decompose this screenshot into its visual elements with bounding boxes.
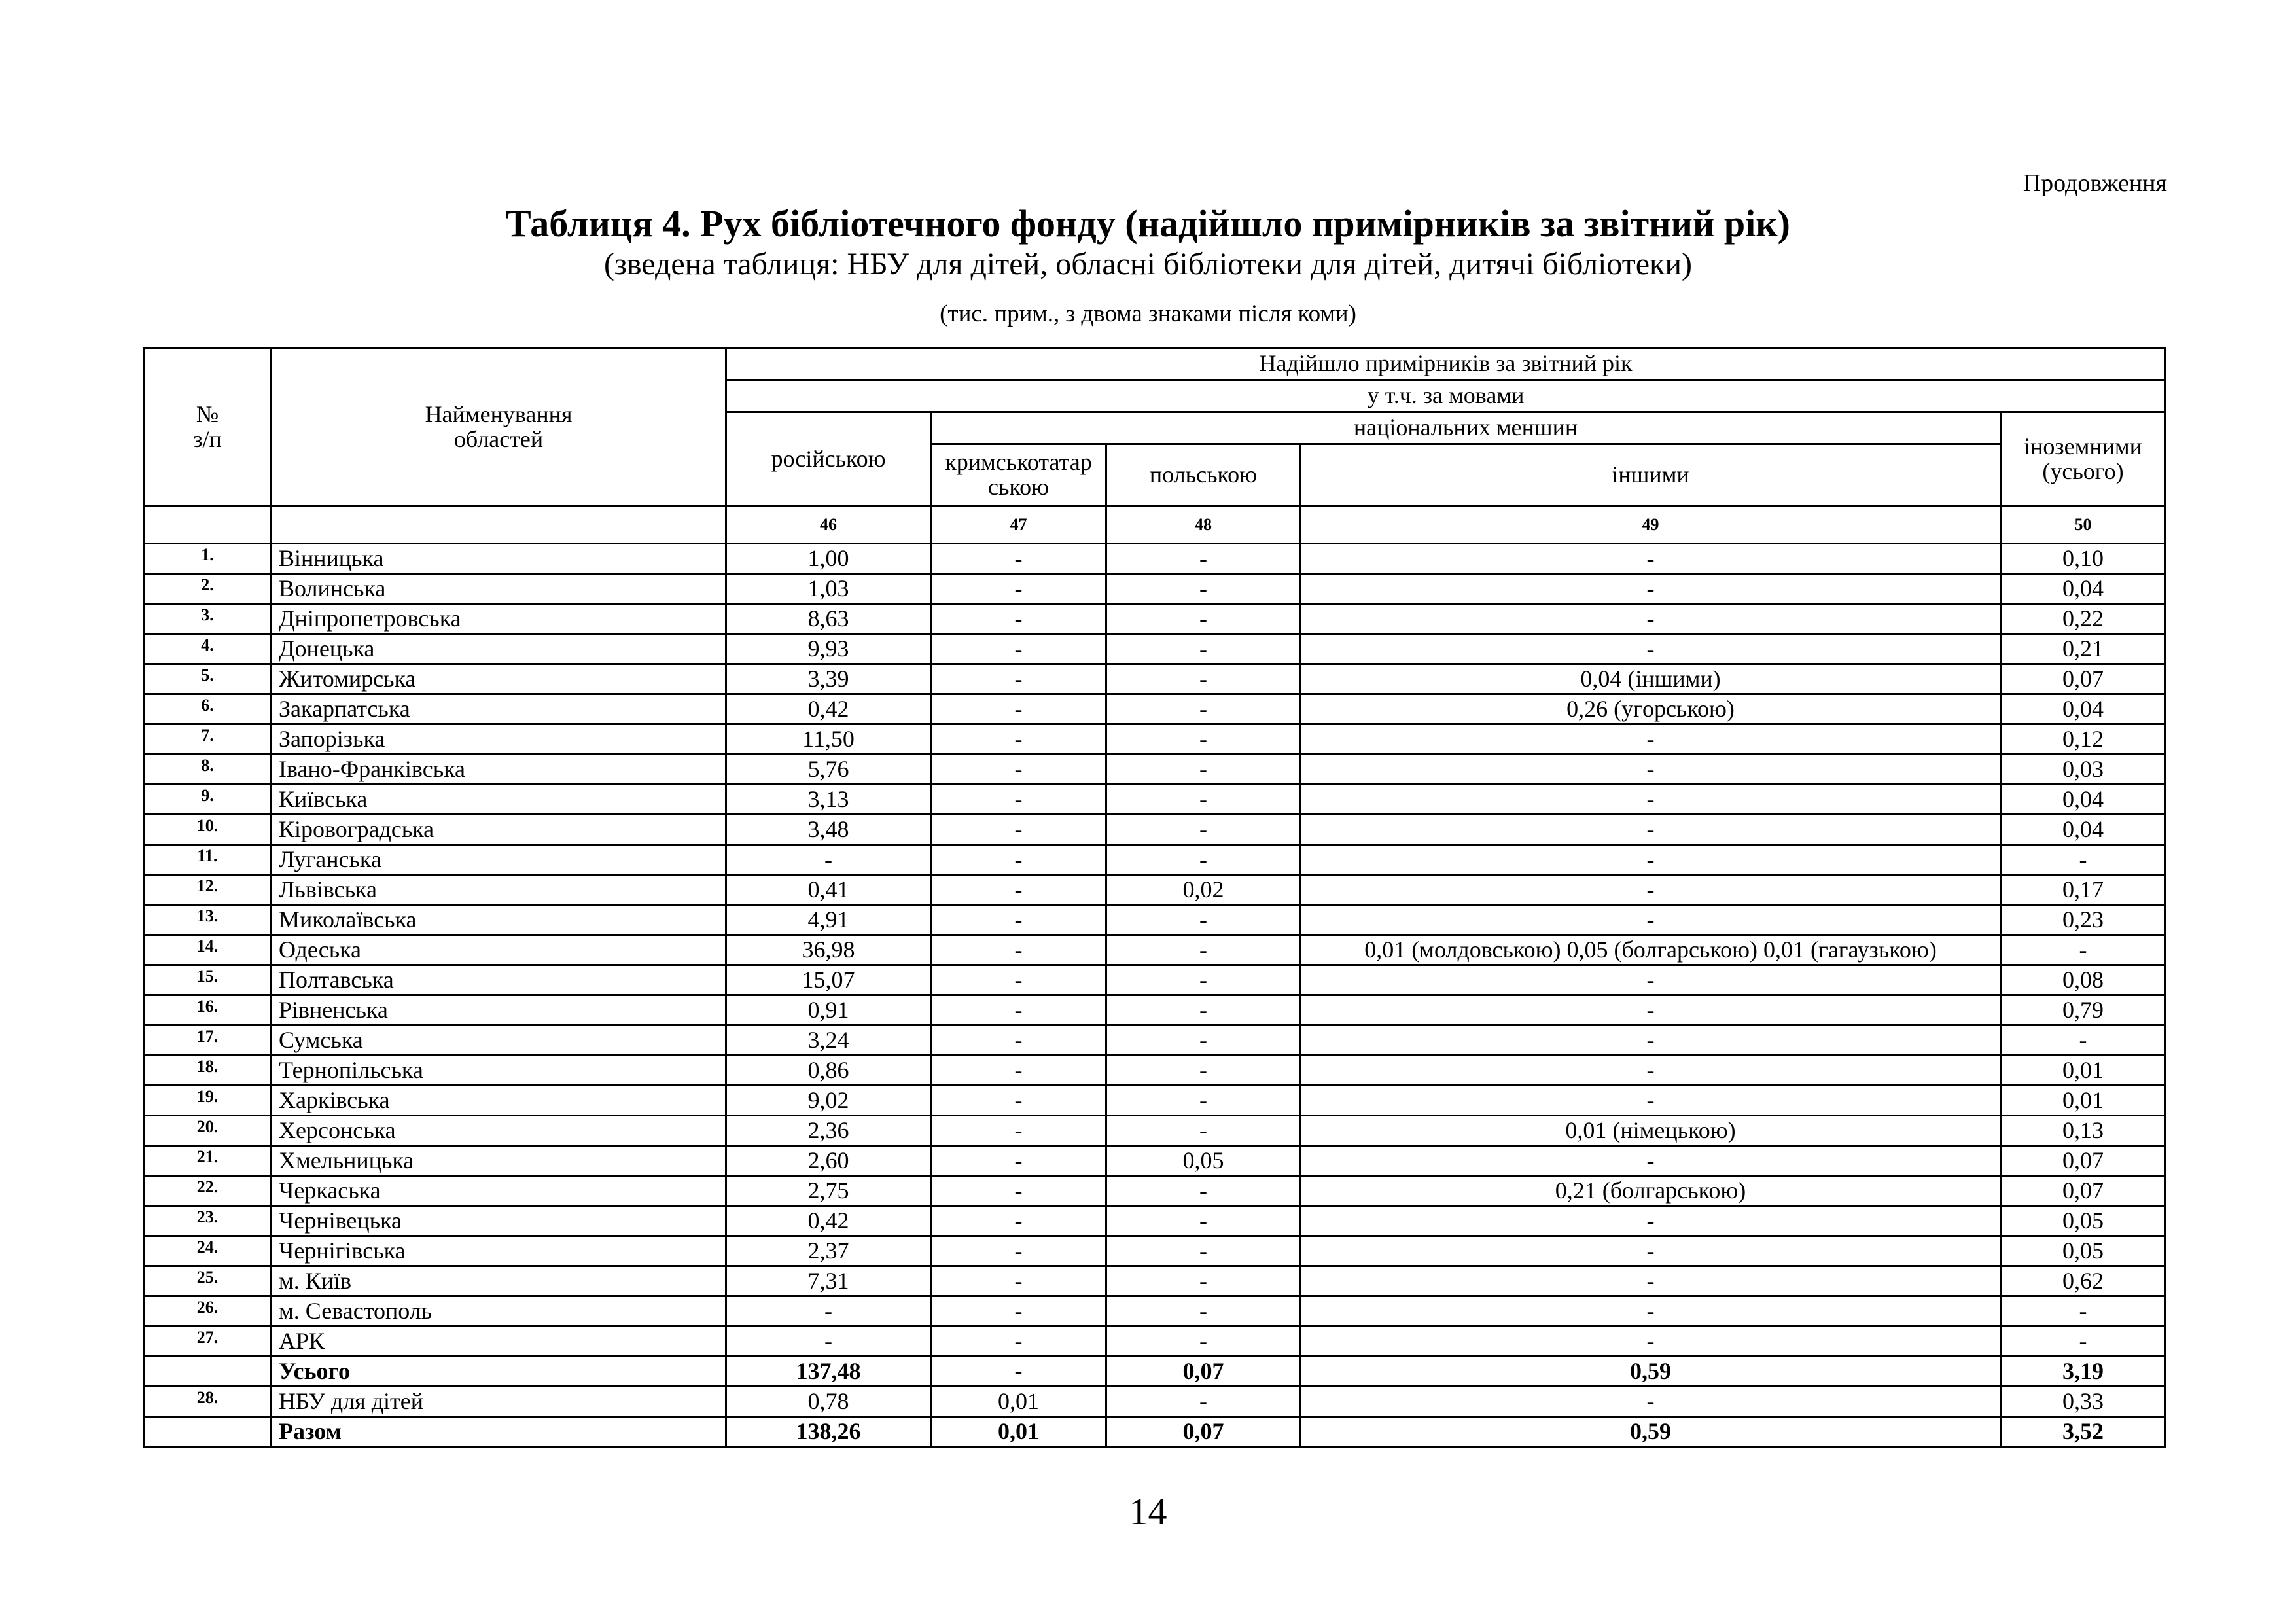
header-polish: польською	[1106, 444, 1301, 507]
polish-cell: -	[1106, 1266, 1301, 1296]
russian-cell: 0,86	[726, 1056, 931, 1086]
foreign-cell: 3,19	[2001, 1357, 2166, 1387]
crimean-cell: -	[931, 694, 1106, 724]
crimean-cell: -	[931, 755, 1106, 785]
col-number-47: 47	[931, 507, 1106, 544]
row-number-cell: 8.	[144, 755, 272, 785]
russian-cell: 11,50	[726, 724, 931, 755]
polish-cell: -	[1106, 755, 1301, 785]
others-cell: -	[1301, 785, 2001, 815]
polish-cell: -	[1106, 694, 1301, 724]
crimean-cell: -	[931, 544, 1106, 574]
header-blank-no	[144, 507, 272, 544]
region-name-cell: АРК	[272, 1327, 726, 1357]
region-name-cell: Чернівецька	[272, 1206, 726, 1236]
foreign-cell: 0,17	[2001, 875, 2166, 905]
crimean-cell: -	[931, 785, 1106, 815]
row-number-cell: 13.	[144, 905, 272, 935]
others-cell: -	[1301, 1327, 2001, 1357]
header-russian: російською	[726, 412, 931, 507]
row-number-cell: 20.	[144, 1116, 272, 1146]
crimean-cell: -	[931, 1056, 1106, 1086]
russian-cell: 2,36	[726, 1116, 931, 1146]
others-cell: -	[1301, 995, 2001, 1026]
row-number-cell: 3.	[144, 604, 272, 634]
region-name-cell: Луганська	[272, 845, 726, 875]
region-name-cell: Хмельницька	[272, 1146, 726, 1176]
header-region-text: Найменування областей	[425, 401, 573, 452]
russian-cell: 3,24	[726, 1026, 931, 1056]
row-number-cell	[144, 1357, 272, 1387]
table-row	[144, 965, 2166, 995]
others-cell: 0,59	[1301, 1357, 2001, 1387]
others-cell: -	[1301, 965, 2001, 995]
row-number-cell: 19.	[144, 1086, 272, 1116]
foreign-cell: 0,07	[2001, 1146, 2166, 1176]
region-name-cell: Львівська	[272, 875, 726, 905]
russian-cell: 7,31	[726, 1266, 931, 1296]
region-name-cell: Тернопільська	[272, 1056, 726, 1086]
polish-cell: -	[1106, 664, 1301, 694]
row-number-cell: 25.	[144, 1266, 272, 1296]
russian-cell: 0,42	[726, 694, 931, 724]
russian-cell: 3,13	[726, 785, 931, 815]
table-row	[144, 905, 2166, 935]
crimean-cell: -	[931, 634, 1106, 664]
crimean-cell: -	[931, 1266, 1106, 1296]
russian-cell: 138,26	[726, 1417, 931, 1447]
crimean-cell: -	[931, 724, 1106, 755]
table-row	[144, 604, 2166, 634]
region-name-cell: Вінницька	[272, 544, 726, 574]
region-name-cell: Волинська	[272, 574, 726, 604]
others-cell: 0,59	[1301, 1417, 2001, 1447]
foreign-cell: -	[2001, 1026, 2166, 1056]
crimean-cell: -	[931, 1026, 1106, 1056]
region-name-cell: Донецька	[272, 634, 726, 664]
foreign-cell: 0,04	[2001, 574, 2166, 604]
foreign-cell: 0,23	[2001, 905, 2166, 935]
table-subtitle: (зведена таблиця: НБУ для дітей, обласні бібліотеки для дітей, дитячі бібліотеки)	[603, 247, 1693, 281]
region-name-cell: Полтавська	[272, 965, 726, 995]
row-number-cell: 4.	[144, 634, 272, 664]
region-name-cell: м. Севастополь	[272, 1296, 726, 1327]
others-cell: -	[1301, 905, 2001, 935]
row-number-cell: 21.	[144, 1146, 272, 1176]
foreign-cell: 0,05	[2001, 1206, 2166, 1236]
table-row	[144, 1327, 2166, 1357]
polish-cell: -	[1106, 995, 1301, 1026]
others-cell: -	[1301, 1387, 2001, 1417]
russian-cell: 15,07	[726, 965, 931, 995]
table-row	[144, 1146, 2166, 1176]
table-row	[144, 694, 2166, 724]
foreign-cell: 0,07	[2001, 664, 2166, 694]
row-number-cell: 12.	[144, 875, 272, 905]
polish-cell: -	[1106, 1116, 1301, 1146]
others-cell: -	[1301, 574, 2001, 604]
table-row	[144, 1296, 2166, 1327]
foreign-cell: -	[2001, 845, 2166, 875]
region-name-cell: Дніпропетровська	[272, 604, 726, 634]
crimean-cell: -	[931, 935, 1106, 965]
crimean-cell: -	[931, 604, 1106, 634]
header-foreign	[2001, 412, 2166, 507]
table-row	[144, 1417, 2166, 1447]
region-name-cell: Івано-Франківська	[272, 755, 726, 785]
foreign-cell: 3,52	[2001, 1417, 2166, 1447]
foreign-cell: 0,33	[2001, 1387, 2166, 1417]
crimean-cell: -	[931, 905, 1106, 935]
header-region	[272, 348, 726, 507]
region-name-cell: Разом	[272, 1417, 726, 1447]
table-row	[144, 995, 2166, 1026]
polish-cell: -	[1106, 1026, 1301, 1056]
region-name-cell: Херсонська	[272, 1116, 726, 1146]
others-cell: -	[1301, 1236, 2001, 1266]
table-row	[144, 544, 2166, 574]
polish-cell: 0,02	[1106, 875, 1301, 905]
others-cell: -	[1301, 1296, 2001, 1327]
header-foreign-text: іноземними (усього)	[2024, 433, 2142, 484]
russian-cell: 0,41	[726, 875, 931, 905]
table-row	[144, 574, 2166, 604]
others-cell: -	[1301, 1086, 2001, 1116]
crimean-cell: 0,01	[931, 1417, 1106, 1447]
region-name-cell: м. Київ	[272, 1266, 726, 1296]
region-name-cell: Київська	[272, 785, 726, 815]
polish-cell: -	[1106, 965, 1301, 995]
russian-cell: -	[726, 1296, 931, 1327]
foreign-cell: -	[2001, 935, 2166, 965]
foreign-cell: 0,21	[2001, 634, 2166, 664]
russian-cell: 9,02	[726, 1086, 931, 1116]
region-name-cell: Усього	[272, 1357, 726, 1387]
foreign-cell: 0,07	[2001, 1176, 2166, 1206]
header-no	[144, 348, 272, 507]
foreign-cell: 0,04	[2001, 694, 2166, 724]
row-number-cell: 7.	[144, 724, 272, 755]
others-cell: -	[1301, 604, 2001, 634]
table-row	[144, 935, 2166, 965]
crimean-cell: -	[931, 1296, 1106, 1327]
polish-cell: -	[1106, 815, 1301, 845]
foreign-cell: 0,79	[2001, 995, 2166, 1026]
table-row	[144, 1026, 2166, 1056]
foreign-cell: 0,10	[2001, 544, 2166, 574]
region-name-cell: НБУ для дітей	[272, 1387, 726, 1417]
table-row	[144, 815, 2166, 845]
header-minorities: національних меншин	[931, 412, 2001, 444]
row-number-cell: 10.	[144, 815, 272, 845]
table-row	[144, 1056, 2166, 1086]
region-name-cell: Кіровоградська	[272, 815, 726, 845]
foreign-cell: 0,62	[2001, 1266, 2166, 1296]
russian-cell: 36,98	[726, 935, 931, 965]
header-received: Надійшло примірників за звітний рік	[726, 348, 2166, 380]
foreign-cell: 0,01	[2001, 1086, 2166, 1116]
row-number-cell: 18.	[144, 1056, 272, 1086]
row-number-cell	[144, 1417, 272, 1447]
russian-cell: 2,37	[726, 1236, 931, 1266]
crimean-cell: -	[931, 1357, 1106, 1387]
region-name-cell: Рівненська	[272, 995, 726, 1026]
table-row	[144, 1357, 2166, 1387]
russian-cell: 137,48	[726, 1357, 931, 1387]
table-row	[144, 1387, 2166, 1417]
polish-cell: 0,07	[1106, 1417, 1301, 1447]
region-name-cell: Сумська	[272, 1026, 726, 1056]
polish-cell: -	[1106, 1387, 1301, 1417]
russian-cell: 3,39	[726, 664, 931, 694]
polish-cell: -	[1106, 1327, 1301, 1357]
crimean-cell: -	[931, 845, 1106, 875]
page-number: 14	[1129, 1490, 1167, 1533]
row-number-cell: 2.	[144, 574, 272, 604]
region-name-cell: Запорізька	[272, 724, 726, 755]
crimean-cell: -	[931, 1116, 1106, 1146]
others-cell: -	[1301, 1266, 2001, 1296]
others-cell: 0,01 (молдовською) 0,05 (болгарською) 0,01 (гагаузькою)	[1301, 935, 2001, 965]
russian-cell: 8,63	[726, 604, 931, 634]
header-no-text: № з/п	[193, 401, 222, 452]
table-body	[144, 544, 2166, 1447]
region-name-cell: Одеська	[272, 935, 726, 965]
table-row	[144, 755, 2166, 785]
col-number-49: 49	[1301, 507, 2001, 544]
header-crimean-text: кримськотатар ською	[945, 449, 1092, 500]
polish-cell: -	[1106, 935, 1301, 965]
crimean-cell: -	[931, 875, 1106, 905]
crimean-cell: -	[931, 1327, 1106, 1357]
polish-cell: -	[1106, 724, 1301, 755]
row-number-cell: 23.	[144, 1206, 272, 1236]
others-cell: -	[1301, 815, 2001, 845]
polish-cell: -	[1106, 845, 1301, 875]
table-row	[144, 1116, 2166, 1146]
others-cell: -	[1301, 845, 2001, 875]
others-cell: -	[1301, 1206, 2001, 1236]
region-name-cell: Житомирська	[272, 664, 726, 694]
units-note: (тис. прим., з двома знаками після коми)	[940, 300, 1356, 327]
crimean-cell: -	[931, 1176, 1106, 1206]
table-title: Таблиця 4. Рух бібліотечного фонду (надійшло примірників за звітний рік)	[506, 202, 1790, 245]
row-number-cell: 28.	[144, 1387, 272, 1417]
col-number-48: 48	[1106, 507, 1301, 544]
header-others: іншими	[1301, 444, 2001, 507]
russian-cell: 0,78	[726, 1387, 931, 1417]
row-number-cell: 26.	[144, 1296, 272, 1327]
table-row	[144, 1266, 2166, 1296]
crimean-cell: 0,01	[931, 1387, 1106, 1417]
row-number-cell: 24.	[144, 1236, 272, 1266]
crimean-cell: -	[931, 1206, 1106, 1236]
polish-cell: -	[1106, 1296, 1301, 1327]
others-cell: -	[1301, 755, 2001, 785]
others-cell: 0,04 (іншими)	[1301, 664, 2001, 694]
russian-cell: 9,93	[726, 634, 931, 664]
polish-cell: -	[1106, 1236, 1301, 1266]
row-number-cell: 6.	[144, 694, 272, 724]
polish-cell: 0,05	[1106, 1146, 1301, 1176]
row-number-cell: 9.	[144, 785, 272, 815]
russian-cell: 4,91	[726, 905, 931, 935]
others-cell: -	[1301, 875, 2001, 905]
polish-cell: -	[1106, 604, 1301, 634]
row-number-cell: 15.	[144, 965, 272, 995]
polish-cell: -	[1106, 785, 1301, 815]
others-cell: -	[1301, 1056, 2001, 1086]
polish-cell: -	[1106, 634, 1301, 664]
row-number-cell: 14.	[144, 935, 272, 965]
row-number-cell: 22.	[144, 1176, 272, 1206]
table-row	[144, 664, 2166, 694]
crimean-cell: -	[931, 1146, 1106, 1176]
foreign-cell: 0,08	[2001, 965, 2166, 995]
crimean-cell: -	[931, 1086, 1106, 1116]
row-number-cell: 5.	[144, 664, 272, 694]
table-row	[144, 634, 2166, 664]
crimean-cell: -	[931, 1236, 1106, 1266]
others-cell: -	[1301, 1026, 2001, 1056]
foreign-cell: 0,05	[2001, 1236, 2166, 1266]
row-number-cell: 17.	[144, 1026, 272, 1056]
region-name-cell: Черкаська	[272, 1176, 726, 1206]
foreign-cell: 0,01	[2001, 1056, 2166, 1086]
region-name-cell: Миколаївська	[272, 905, 726, 935]
foreign-cell: 0,04	[2001, 815, 2166, 845]
region-name-cell: Закарпатська	[272, 694, 726, 724]
continuation-label: Продовження	[2022, 169, 2167, 197]
foreign-cell: 0,13	[2001, 1116, 2166, 1146]
polish-cell: -	[1106, 574, 1301, 604]
table-row	[144, 875, 2166, 905]
crimean-cell: -	[931, 815, 1106, 845]
foreign-cell: 0,03	[2001, 755, 2166, 785]
polish-cell: -	[1106, 544, 1301, 574]
russian-cell: 3,48	[726, 815, 931, 845]
col-number-50: 50	[2001, 507, 2166, 544]
table-row	[144, 845, 2166, 875]
polish-cell: -	[1106, 1086, 1301, 1116]
header-blank-region	[272, 507, 726, 544]
polish-cell: -	[1106, 905, 1301, 935]
polish-cell: -	[1106, 1176, 1301, 1206]
region-name-cell: Чернігівська	[272, 1236, 726, 1266]
crimean-cell: -	[931, 965, 1106, 995]
table-row	[144, 1086, 2166, 1116]
russian-cell: 5,76	[726, 755, 931, 785]
foreign-cell: -	[2001, 1296, 2166, 1327]
others-cell: 0,26 (угорською)	[1301, 694, 2001, 724]
header-by-lang: у т.ч. за мовами	[726, 380, 2166, 412]
table-row	[144, 724, 2166, 755]
crimean-cell: -	[931, 574, 1106, 604]
table-row	[144, 785, 2166, 815]
russian-cell: 0,42	[726, 1206, 931, 1236]
table-row	[144, 1236, 2166, 1266]
polish-cell: -	[1106, 1206, 1301, 1236]
russian-cell: 1,03	[726, 574, 931, 604]
others-cell: 0,21 (болгарською)	[1301, 1176, 2001, 1206]
header-crimean	[931, 444, 1106, 507]
foreign-cell: -	[2001, 1327, 2166, 1357]
russian-cell: 2,75	[726, 1176, 931, 1206]
row-number-cell: 1.	[144, 544, 272, 574]
foreign-cell: 0,04	[2001, 785, 2166, 815]
others-cell: -	[1301, 544, 2001, 574]
table-row	[144, 1176, 2166, 1206]
row-number-cell: 16.	[144, 995, 272, 1026]
table-row	[144, 1206, 2166, 1236]
polish-cell: 0,07	[1106, 1357, 1301, 1387]
library-fund-table	[143, 347, 2166, 1448]
polish-cell: -	[1106, 1056, 1301, 1086]
crimean-cell: -	[931, 664, 1106, 694]
russian-cell: -	[726, 1327, 931, 1357]
russian-cell: -	[726, 845, 931, 875]
russian-cell: 1,00	[726, 544, 931, 574]
others-cell: -	[1301, 724, 2001, 755]
region-name-cell: Харківська	[272, 1086, 726, 1116]
others-cell: -	[1301, 1146, 2001, 1176]
others-cell: 0,01 (німецькою)	[1301, 1116, 2001, 1146]
row-number-cell: 11.	[144, 845, 272, 875]
crimean-cell: -	[931, 995, 1106, 1026]
others-cell: -	[1301, 634, 2001, 664]
foreign-cell: 0,12	[2001, 724, 2166, 755]
foreign-cell: 0,22	[2001, 604, 2166, 634]
russian-cell: 2,60	[726, 1146, 931, 1176]
col-number-46: 46	[726, 507, 931, 544]
row-number-cell: 27.	[144, 1327, 272, 1357]
russian-cell: 0,91	[726, 995, 931, 1026]
